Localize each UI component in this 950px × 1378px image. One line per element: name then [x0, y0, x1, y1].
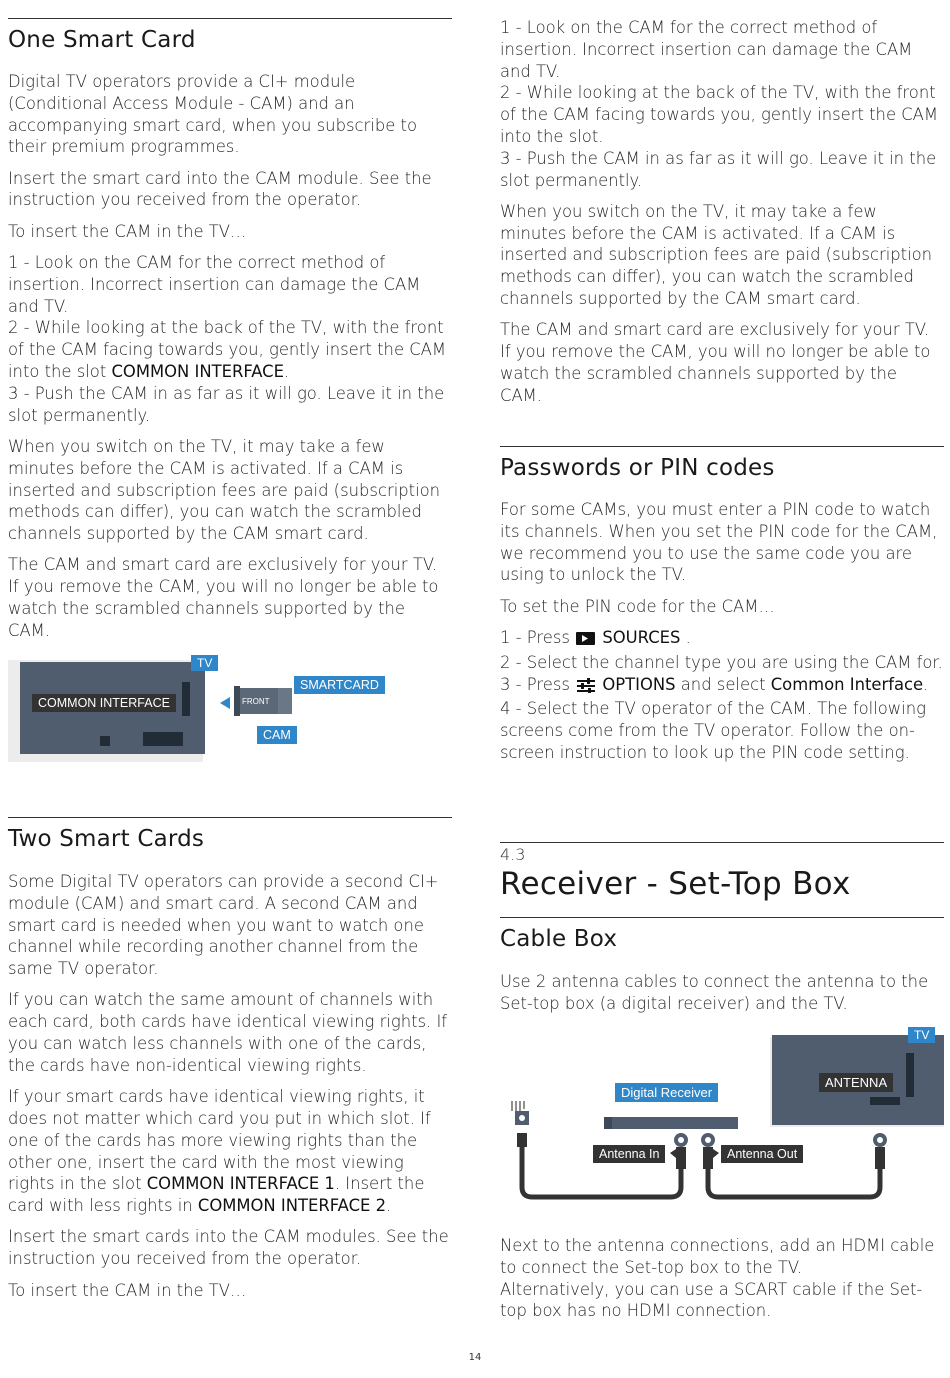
cam-steps-continued — [500, 17, 944, 416]
paragraph: Digital TV operators provide a CI+ module (Conditional Access Module - CAM) and an accompanying smart card, when you subscribe to their premium programmes. — [8, 72, 417, 157]
paragraph: Some Digital TV operators can provide a second CI+ module (CAM) and smart card. A second CAM and smart card is needed when you want to watch one channel while recording another channel from the same TV operator. — [8, 872, 439, 979]
cable-plug — [676, 1147, 686, 1169]
heading-cable-box: Cable Box — [500, 926, 618, 952]
smartcard — [278, 688, 292, 714]
paragraph: If you can watch the same amount of channels with each card, both cards have identical viewing rights. If you can watch less channels with one of the cards, the cards have non-identical viewing rights. — [8, 990, 448, 1075]
step-3: 3 - Push the CAM in as far as it will go. Leave it in the slot permanently. — [8, 383, 445, 425]
tv-label: TV — [191, 655, 218, 671]
step-text: 1 - Press — [500, 627, 576, 647]
step-1 — [500, 627, 944, 652]
paragraph: Insert the smart card into the CAM module. See the instruction you received from the operator. — [8, 168, 432, 210]
smartcard-label: SMARTCARD — [294, 676, 385, 694]
arrow-right-icon — [713, 1149, 719, 1158]
antenna-label: ANTENNA — [819, 1073, 893, 1092]
cable-plug — [517, 1133, 527, 1147]
cable-box-outro — [500, 1235, 944, 1332]
heading-two-smart-cards: Two Smart Cards — [8, 826, 205, 852]
tv-slot — [906, 1053, 914, 1097]
step-text: 3 - Press — [500, 674, 576, 694]
options-icon — [575, 677, 597, 699]
step-text: and select — [675, 674, 771, 694]
step-2: 2 - While looking at the back of the TV, with the front of the CAM facing towards you, gently insert the CAM into the slot. — [500, 83, 939, 146]
paragraph: The CAM and smart card are exclusively for your TV. If you remove the CAM, you will no longer be able to watch the scrambled channels supported by the CAM. — [500, 320, 931, 405]
antenna-out-label: Antenna Out — [721, 1145, 803, 1163]
paragraph: To set the PIN code for the CAM… — [500, 596, 775, 616]
page-number: 14 — [468, 1352, 482, 1363]
ci-slot — [182, 682, 190, 716]
step-text: . — [923, 674, 929, 694]
arrow-left-icon — [670, 1149, 676, 1158]
text: . Insert the card with less rights in — [8, 1174, 425, 1216]
ui-term-options: OPTIONS — [602, 674, 676, 694]
one-smart-card-body — [8, 71, 452, 651]
tv-port — [870, 1097, 900, 1105]
ui-term-common-interface-1: COMMON INTERFACE 1 — [146, 1174, 335, 1194]
paragraph: When you switch on the TV, it may take a few minutes before the CAM is activated. If a CAM is inserted and subscription fees are paid (subscription methods can differ), you can watch the scrambled channels supported by the CAM smart card. — [500, 201, 933, 309]
common-interface-label: COMMON INTERFACE — [32, 694, 176, 712]
tv-port — [143, 732, 183, 746]
ui-term-common-interface: Common Interface — [770, 674, 924, 694]
step-3: 3 - Push the CAM in as far as it will go. Leave it in the slot permanently. — [500, 148, 937, 190]
front-label: FRONT — [242, 697, 270, 706]
ui-term-sources: SOURCES — [602, 627, 681, 647]
text: If your smart cards have identical viewing rights, it does not matter which card you put in which slot. If one of the cards has more viewing rights than the other one, insert the card with the most viewing rights in the slot — [8, 1087, 431, 1194]
ui-term-common-interface-2: COMMON INTERFACE 2 — [197, 1196, 387, 1216]
heading-passwords: Passwords or PIN codes — [500, 455, 775, 481]
section-divider — [500, 446, 944, 447]
paragraph: Next to the antenna connections, add an HDMI cable to connect the Set-top box to the TV. Alternatively, you can use a SCART cable if the Set-top box has no HDMI connection. — [500, 1236, 935, 1321]
heading-one-smart-card: One Smart Card — [8, 27, 196, 53]
section-number: 4.3 — [500, 845, 526, 864]
step-2: 2 - Select the channel type you are using the CAM for. — [500, 652, 943, 672]
cable-plug — [875, 1147, 885, 1169]
step-text: . — [284, 362, 290, 382]
section-divider — [500, 842, 944, 843]
cam-insertion-illustration — [8, 652, 452, 762]
antenna-diagram — [500, 1025, 944, 1220]
antenna-in-label: Antenna In — [593, 1145, 665, 1163]
sources-icon — [575, 630, 597, 652]
cam-label: CAM — [257, 726, 297, 744]
section-divider — [8, 18, 452, 19]
tv-label: TV — [908, 1027, 935, 1043]
ui-term-common-interface: COMMON INTERFACE — [111, 362, 284, 382]
step-text: . — [680, 627, 691, 647]
section-divider — [8, 817, 452, 818]
paragraph — [8, 1086, 452, 1217]
step-4: 4 - Select the TV operator of the CAM. The following screens come from the TV operator. Follow the on-screen instruction to look up the PIN code setting. — [500, 699, 926, 762]
step-list — [500, 627, 944, 764]
heading-receiver: Receiver - Set-Top Box — [500, 866, 851, 902]
tv-port — [100, 736, 110, 746]
step-3 — [500, 674, 944, 699]
digital-receiver-box — [608, 1117, 738, 1129]
paragraph: To insert the CAM in the TV… — [8, 221, 247, 241]
cable-box-intro — [500, 971, 944, 1024]
insert-arrow-icon — [220, 697, 230, 709]
passwords-body — [500, 499, 944, 773]
step-list — [8, 252, 452, 426]
cable-plug — [703, 1147, 713, 1169]
paragraph: For some CAMs, you must enter a PIN code to watch its channels. When you set the PIN code for the CAM, we recommend you to use the same code you are using to unlock the TV. — [500, 500, 938, 585]
text: . — [386, 1196, 392, 1216]
section-divider — [500, 917, 944, 918]
step-1: 1 - Look on the CAM for the correct method of insertion. Incorrect insertion can damage the CAM and TV. — [500, 18, 913, 81]
step-list — [500, 17, 944, 191]
digital-receiver-label: Digital Receiver — [615, 1083, 718, 1102]
paragraph: Insert the smart cards into the CAM modules. See the instruction you received from the operator. — [8, 1227, 449, 1269]
paragraph: The CAM and smart card are exclusively for your TV. If you remove the CAM, you will no longer be able to watch the scrambled channels supported by the CAM. — [8, 555, 439, 640]
step-text: 2 - While looking at the back of the TV, with the front of the CAM facing towards you, gently insert the CAM into the slot — [8, 318, 447, 382]
paragraph: When you switch on the TV, it may take a few minutes before the CAM is activated. If a CAM is inserted and subscription fees are paid (subscription methods can differ), you can watch the scrambled channels supported by the CAM smart card. — [8, 436, 441, 544]
step-1: 1 - Look on the CAM for the correct method of insertion. Incorrect insertion can damage the CAM and TV. — [8, 253, 421, 316]
step-2 — [8, 317, 452, 382]
paragraph: To insert the CAM in the TV… — [8, 1280, 247, 1300]
cam-edge — [234, 686, 240, 716]
antenna-cable-out — [708, 1169, 880, 1197]
two-smart-cards-body — [8, 871, 452, 1311]
paragraph: Use 2 antenna cables to connect the antenna to the Set-top box (a digital receiver) and the TV. — [500, 972, 929, 1013]
cable-box-illustration — [500, 1025, 944, 1220]
